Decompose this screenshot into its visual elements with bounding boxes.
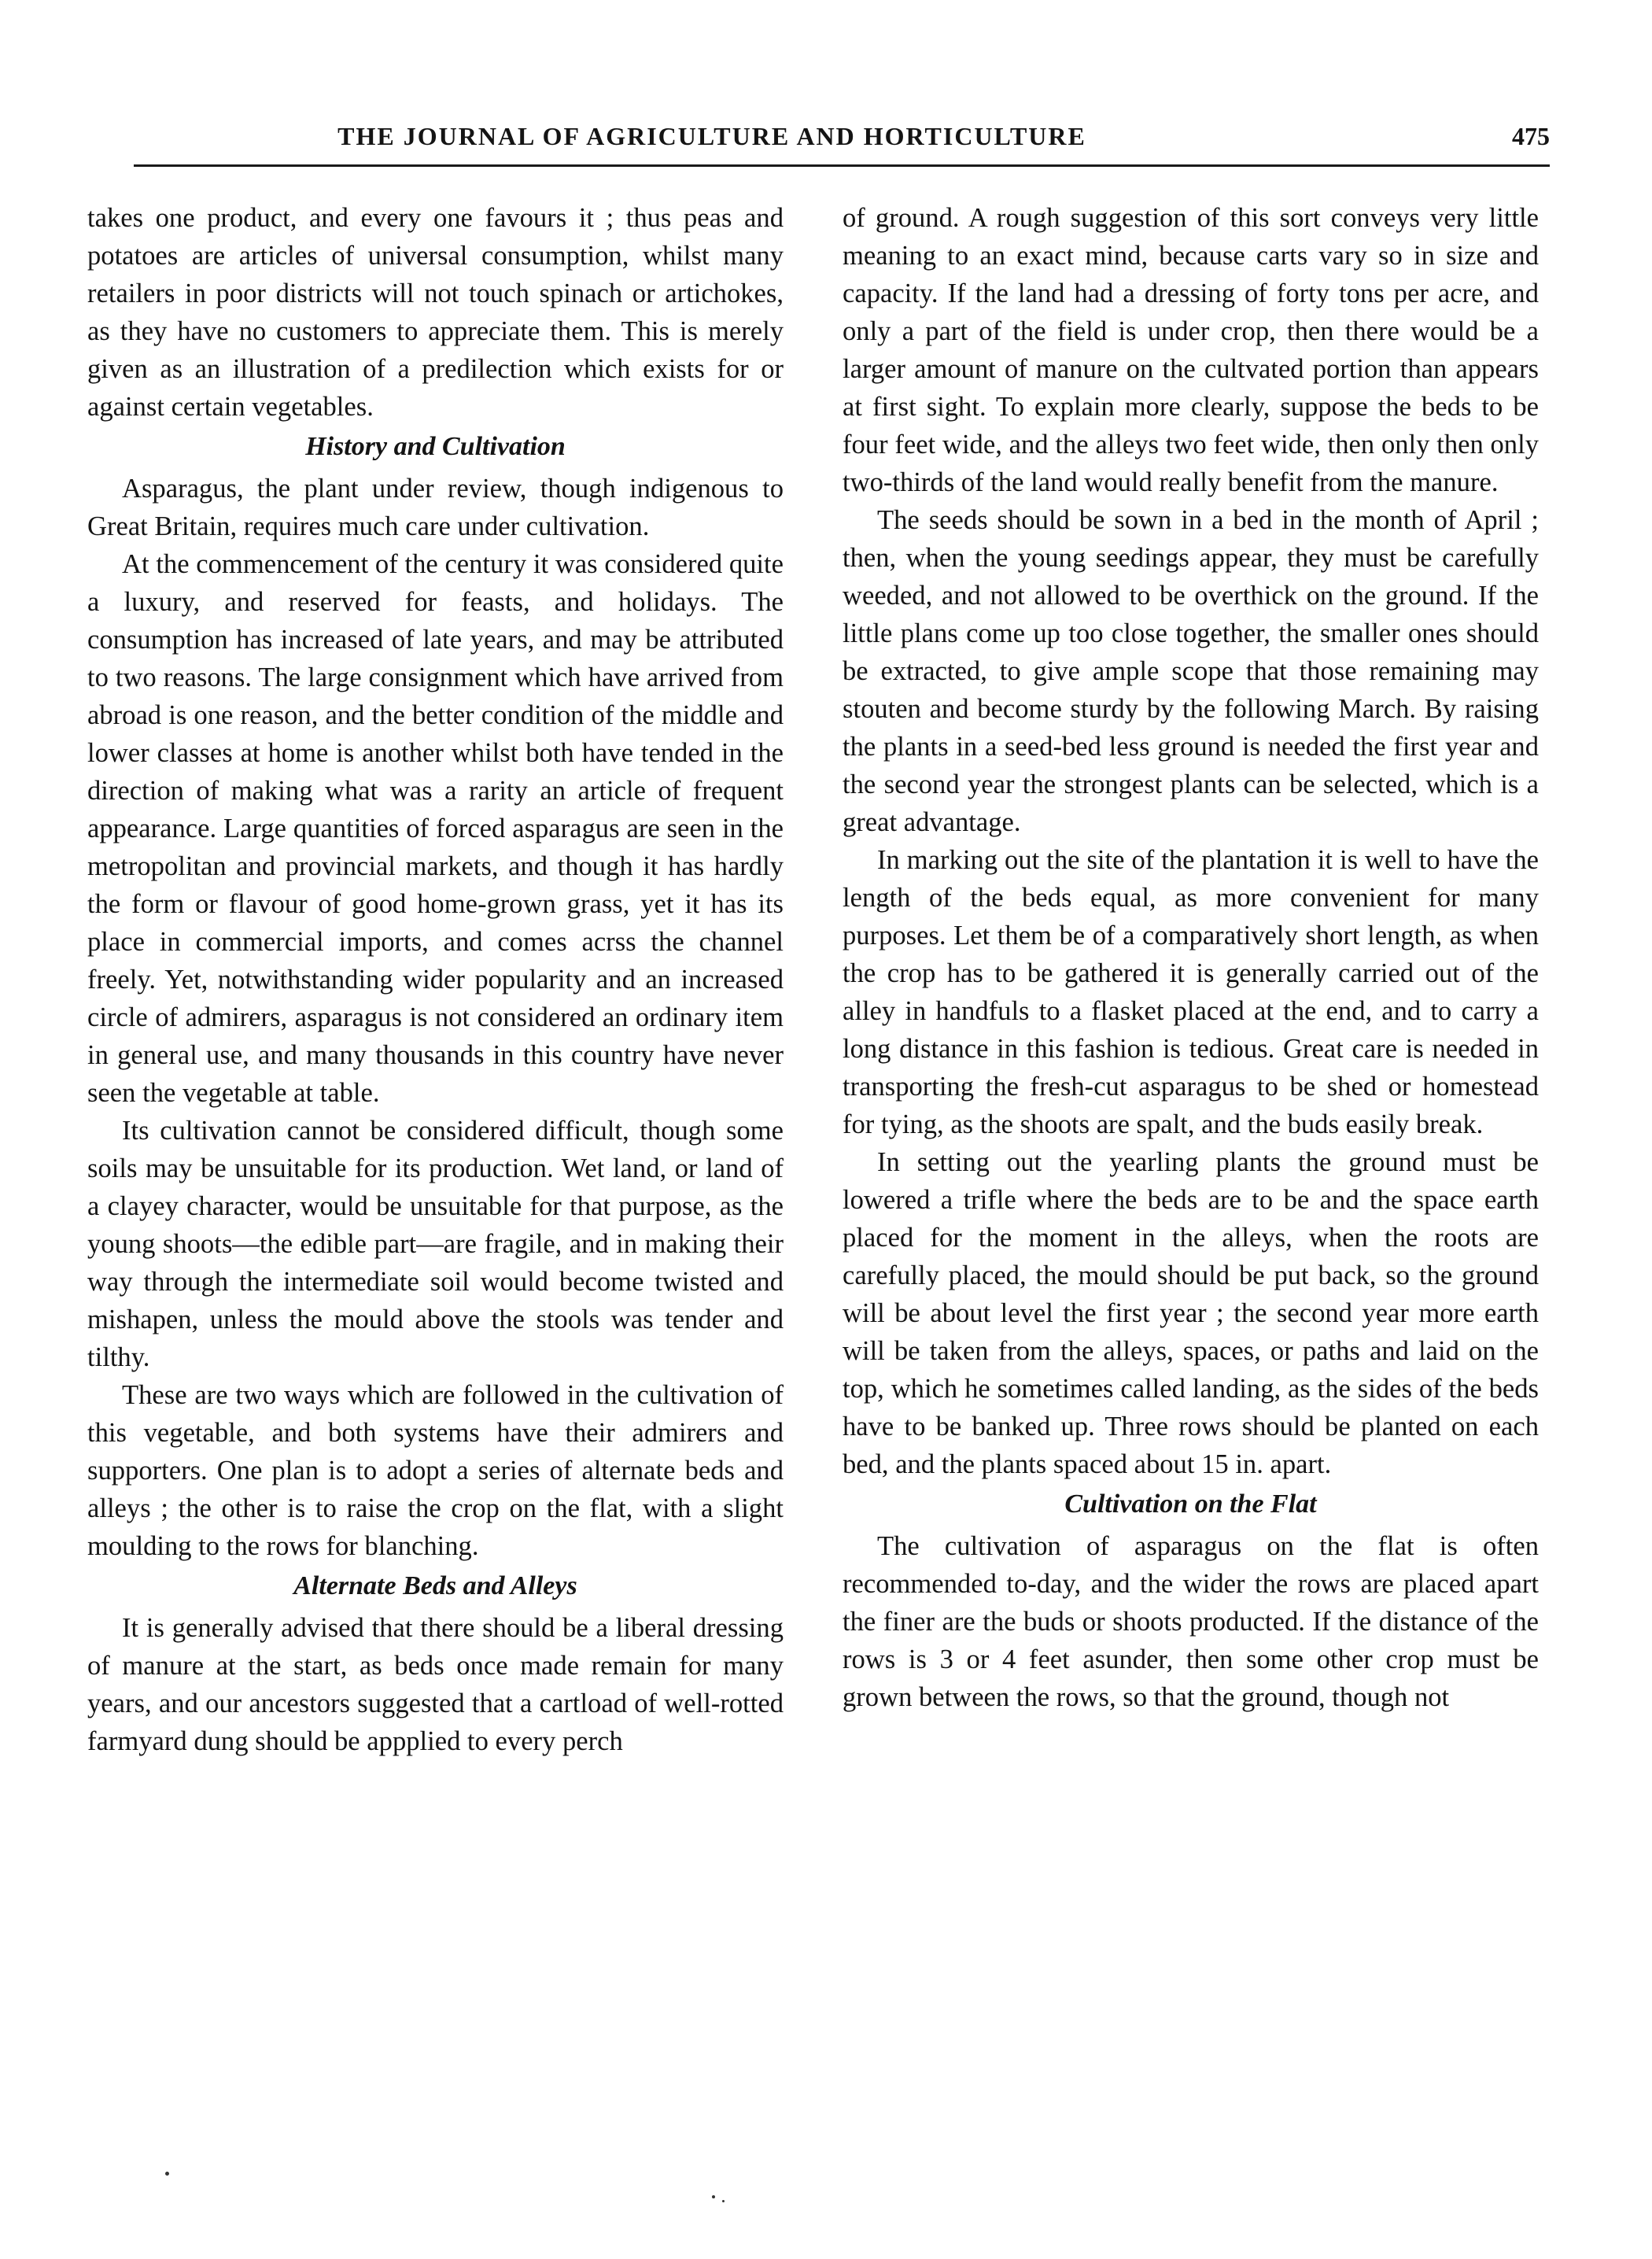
right-paragraph-1: of ground. A rough suggestion of this sort conveys very little meaning to an exact mind, because carts vary so in size and capacity. If the land had a dressing of forty tons per acre, and only a part of the field is under crop, then there would be a larger amount of manure on the cultvated portion than appears at first sight. To explain more clearly, suppose the beds to be four feet wide, and the alleys two feet wide, then only then only two-thirds of the land would really benefit from the manure. [843, 203, 1539, 497]
left-paragraph-6: It is generally advised that there should be a liberal dressing of manure at the start, as beds once made remain for many years, and our ancestors suggested that a cartload of well-rotted farmyard dung should be appplied to every perch [87, 1613, 784, 1756]
right-paragraph-3: In marking out the site of the plantation it is well to have the length of the beds equal, as more convenient for many purposes. Let them be of a comparatively short length, as when the crop has to be gathered it is generally carried out of the alley in handfuls to a flasket placed at the end, and to carry a long distance in this fashion is tedious. Great care is needed in transporting the fresh-cut asparagus to be shed or homestead for tying, as the shoots are spalt, and the buds easily break. [843, 845, 1539, 1139]
print-speck [722, 2200, 725, 2202]
journal-title: THE JOURNAL OF AGRICULTURE AND HORTICULTURE [337, 122, 1086, 150]
right-paragraph-5: The cultivation of asparagus on the flat is often recommended to-day, and the wider the rows are placed apart the finer are the buds or shoots producted. If the distance of the rows is 3 or 4 feet asunder, then some other crop must be grown between the rows, so that the ground, though not [843, 1531, 1539, 1712]
section-heading-cultivation-on-the-flat: Cultivation on the Flat [1064, 1489, 1317, 1519]
running-head [134, 122, 1550, 161]
header-rule [134, 164, 1550, 167]
left-paragraph-2: Asparagus, the plant under review, though indigenous to Great Britain, requires much care under cultivation. [87, 474, 784, 541]
right-paragraph-4: In setting out the yearling plants the ground must be lowered a trifle where the beds are to be and the space earth placed for the moment in the alleys, when the roots are carefully placed, the mould should be put back, so the ground will be about level the first year ; the second year more earth will be taken from the alleys, spaces, or paths and laid on the top, which he sometimes called landing, as the sides of the beds have to be banked up. Three rows should be planted on each bed, and the plants spaced about 15 in. apart. [843, 1147, 1539, 1479]
left-paragraph-5: These are two ways which are followed in the cultivation of this vegetable, and both systems have their admirers and supporters. One plan is to adopt a series of alternate beds and alleys ; the other is to raise the crop on the flat, with a slight moulding to the rows for blanching. [87, 1380, 784, 1561]
print-speck [712, 2195, 715, 2198]
left-paragraph-4: Its cultivation cannot be considered difficult, though some soils may be unsuitable for its production. Wet land, or land of a clayey character, would be unsuitable for that purpose, as the young shoots—the edible part—are fragile, and in making their way through the intermediate soil would become twisted and mishapen, unless the mould above the stools was tender and tilthy. [87, 1116, 784, 1372]
section-heading-history-and-cultivation: History and Cultivation [305, 432, 566, 461]
section-heading-alternate-beds-and-alleys: Alternate Beds and Alleys [293, 1571, 577, 1600]
left-paragraph-1: takes one product, and every one favours it ; thus peas and potatoes are articles of universal consumption, whilst many retailers in poor districts will not touch spinach or artichokes, as they have no customers to appreciate them. This is merely given as an illustration of a predilection which exists for or against certain vegetables. [87, 203, 784, 422]
left-column [87, 199, 784, 2150]
page-number: 475 [1512, 122, 1550, 150]
right-column [843, 199, 1539, 2150]
left-paragraph-3: At the commencement of the century it was considered quite a luxury, and reserved for feasts, and holidays. The consumption has increased of late years, and may be attributed to two reasons. The large consignment which have arrived from abroad is one reason, and the better condition of the middle and lower classes at home is another whilst both have tended in the direction of making what was a rarity an article of frequent appearance. Large quantities of forced asparagus are seen in the metropolitan and provincial markets, and though it has hardly the form or flavour of good home-grown grass, yet it has its place in commercial imports, and comes acrss the channel freely. Yet, notwithstanding wider popularity and an increased circle of admirers, asparagus is not considered an ordinary item in general use, and many thousands in this country have never seen the vegetable at table. [87, 549, 784, 1108]
right-paragraph-2: The seeds should be sown in a bed in the month of April ; then, when the young seedings appear, they must be carefully weeded, and not allowed to be overthick on the ground. If the little plans come up too close together, the smaller ones should be extracted, to give ample scope that those remaining may stouten and become sturdy by the following March. By raising the plants in a seed-bed less ground is needed the first year and the second year the strongest plants can be selected, which is a great advantage. [843, 505, 1539, 837]
print-speck [165, 2172, 169, 2176]
